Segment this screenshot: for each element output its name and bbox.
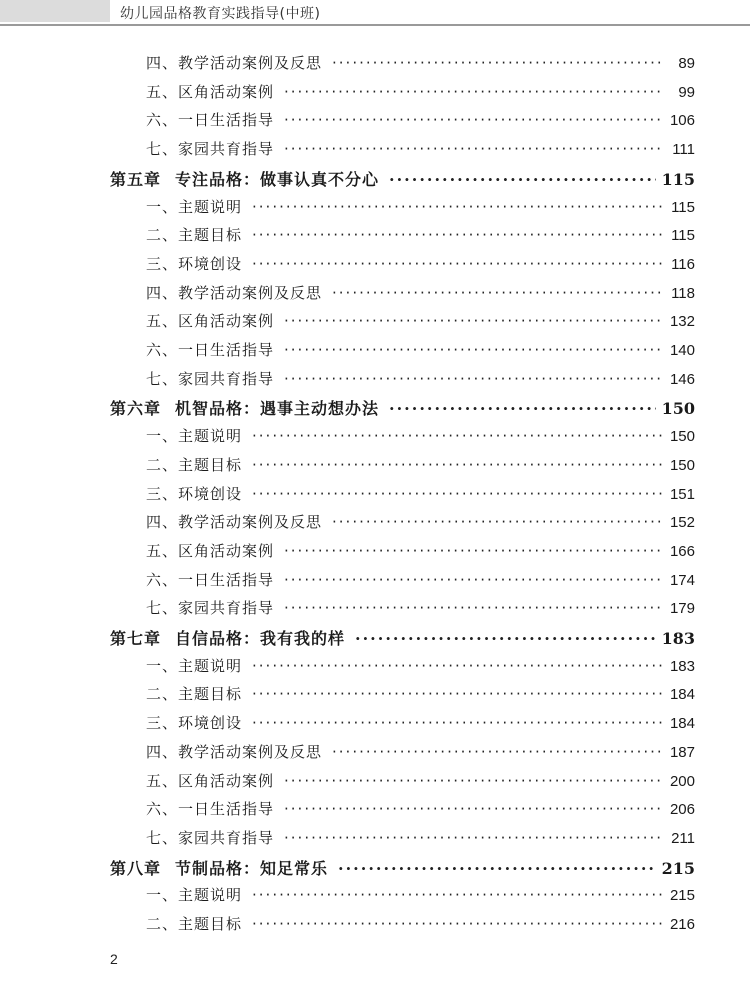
toc-dot-leader [284, 83, 663, 101]
toc-page-number: 118 [671, 284, 695, 302]
toc-section-row [146, 282, 695, 303]
toc-section-label: 四、教学活动案例及反思 [146, 54, 323, 72]
toc-chapter-title: 机智品格：遇事主动想办法 [175, 399, 380, 419]
toc-chapter-row [110, 167, 695, 190]
toc-chapter-row [110, 856, 695, 879]
toc-page-number: 215 [661, 858, 695, 878]
toc-section-label: 四、教学活动案例及反思 [146, 513, 323, 532]
toc-page-number: 106 [669, 112, 695, 130]
toc-section-row [146, 52, 695, 73]
toc-section-row [146, 81, 695, 102]
toc-section-label: 七、家园共育指导 [146, 828, 275, 847]
page-number: 2 [110, 951, 118, 967]
toc-page-number: 116 [671, 255, 695, 273]
toc-page-number: 89 [678, 55, 695, 72]
toc-page-number: 140 [669, 342, 695, 359]
toc-chapter-number: 第七章 [110, 629, 162, 648]
toc-page-number: 174 [669, 571, 695, 589]
toc-section-row [146, 741, 695, 762]
toc-section-label: 三、环境创设 [146, 714, 243, 733]
toc-chapter-row [110, 626, 695, 649]
toc-section-row [146, 655, 695, 676]
toc-section-label: 二、主题目标 [146, 226, 243, 245]
toc-section-row [146, 454, 695, 475]
toc-page-number: 183 [669, 657, 695, 675]
toc-section-row [146, 368, 695, 389]
toc-page-number: 132 [669, 313, 695, 331]
toc-page-number: 152 [669, 514, 695, 532]
toc-section-row [146, 511, 695, 532]
toc-chapter-row [110, 396, 695, 419]
toc-page-number: 206 [669, 801, 695, 819]
toc-chapter-number: 第六章 [110, 399, 162, 419]
toc-dot-leader [252, 915, 663, 933]
toc-dot-leader [284, 772, 663, 790]
toc-page-number: 215 [669, 887, 695, 905]
toc-page-number: 115 [671, 227, 695, 245]
toc-dot-leader [252, 886, 663, 904]
toc-section-label: 一、主题说明 [146, 656, 243, 675]
toc-page-number: 166 [669, 542, 695, 560]
toc-page-number: 115 [671, 198, 695, 216]
toc-page-number: 200 [669, 772, 695, 790]
toc-dot-leader [284, 599, 663, 617]
toc-section-row [146, 683, 695, 704]
toc-section-label: 六、一日生活指导 [146, 800, 275, 819]
toc-section-row [146, 540, 695, 561]
toc-section-label: 五、区角活动案例 [146, 312, 275, 331]
toc-page-number: 151 [669, 485, 695, 503]
toc-section-label: 七、家园共育指导 [146, 369, 275, 388]
toc-page-number: 183 [661, 629, 695, 648]
toc-dot-leader [284, 140, 663, 158]
toc-page-number: 211 [671, 829, 695, 847]
toc-page-number: 179 [669, 600, 695, 618]
toc-dot-leader [252, 255, 663, 273]
toc-section-label: 七、家园共育指导 [146, 599, 275, 618]
toc-section-label: 三、环境创设 [146, 254, 243, 273]
toc-section-label: 五、区角活动案例 [146, 771, 275, 790]
toc-section-label: 一、主题说明 [146, 427, 243, 446]
toc-page-number: 115 [661, 169, 695, 189]
toc-dot-leader [332, 284, 663, 302]
toc-page-number: 146 [669, 370, 695, 388]
toc-chapter-title: 自信品格：我有我的样 [175, 629, 346, 648]
toc-section-row [146, 224, 695, 245]
toc-dot-leader [252, 198, 663, 216]
toc-section-row [146, 253, 695, 274]
toc-dot-leader [284, 370, 663, 388]
toc-section-row [146, 597, 695, 618]
header-bar [0, 0, 110, 22]
toc-page-number: 111 [672, 141, 695, 159]
toc-section-label: 五、区角活动案例 [146, 541, 275, 560]
toc-section-row [146, 798, 695, 819]
toc-dot-leader [284, 111, 663, 129]
toc-section-label: 五、区角活动案例 [146, 82, 275, 101]
toc-dot-leader [389, 399, 656, 418]
toc-section-label: 四、教学活动案例及反思 [146, 283, 323, 302]
toc-section-label: 二、主题目标 [146, 685, 243, 704]
toc-page-number: 187 [669, 743, 695, 761]
toc-page-number: 184 [669, 715, 695, 733]
toc-dot-leader [332, 513, 663, 531]
header-divider [0, 24, 750, 26]
toc-dot-leader [338, 859, 656, 878]
toc-section-row [146, 109, 695, 130]
toc-section-label: 七、家园共育指导 [146, 140, 275, 159]
toc-page-number: 150 [661, 399, 695, 419]
toc-page-number: 150 [669, 428, 695, 446]
toc-dot-leader [252, 456, 663, 474]
toc-section-row [146, 827, 695, 848]
toc-section-row [146, 712, 695, 733]
toc-page-number: 99 [678, 83, 695, 101]
toc-section-row [146, 913, 695, 934]
toc-page-number: 150 [669, 456, 695, 474]
toc-dot-leader [284, 341, 663, 359]
toc-section-label: 二、主题目标 [146, 455, 243, 474]
toc-section-label: 一、主题说明 [146, 197, 243, 216]
toc-chapter-title: 专注品格：做事认真不分心 [175, 169, 380, 189]
toc-section-row [146, 770, 695, 791]
toc-dot-leader [355, 629, 656, 648]
toc-section-row [146, 339, 695, 360]
toc-dot-leader [389, 170, 656, 189]
toc-dot-leader [284, 829, 663, 847]
toc-section-label: 三、环境创设 [146, 484, 243, 503]
toc-section-label: 一、主题说明 [146, 886, 243, 905]
toc-dot-leader [252, 226, 663, 244]
toc-section-row [146, 138, 695, 159]
toc-chapter-label [110, 856, 328, 879]
toc-page-number: 184 [669, 686, 695, 704]
toc-dot-leader [284, 312, 663, 330]
toc-page-number: 216 [669, 916, 695, 933]
toc-dot-leader [284, 571, 663, 589]
toc-dot-leader [252, 657, 663, 675]
toc-dot-leader [332, 54, 663, 72]
toc-section-label: 六、一日生活指导 [146, 570, 275, 589]
toc-section-label: 四、教学活动案例及反思 [146, 742, 323, 761]
toc-dot-leader [284, 542, 663, 560]
toc-chapter-label [110, 396, 379, 419]
toc-section-row [146, 569, 695, 590]
toc-section-row [146, 425, 695, 446]
toc-section-row [146, 884, 695, 905]
toc-dot-leader [332, 743, 663, 761]
running-header-title: 幼儿园品格教育实践指导(中班) [120, 6, 321, 22]
toc-dot-leader [252, 714, 663, 732]
toc-section-label: 六、一日生活指导 [146, 111, 275, 130]
toc-section-label: 六、一日生活指导 [146, 341, 275, 359]
toc-section-row [146, 310, 695, 331]
toc-chapter-title: 节制品格：知足常乐 [175, 858, 329, 878]
toc-section-row [146, 483, 695, 504]
toc-chapter-number: 第八章 [110, 858, 162, 878]
toc-dot-leader [252, 427, 663, 445]
toc-dot-leader [284, 800, 663, 818]
toc-dot-leader [252, 685, 663, 703]
toc-chapter-label [110, 167, 379, 190]
toc-section-label: 二、主题目标 [146, 915, 243, 933]
toc-chapter-number: 第五章 [110, 169, 162, 189]
toc-dot-leader [252, 485, 663, 503]
toc-section-row [146, 196, 695, 217]
toc-chapter-label [110, 626, 345, 649]
